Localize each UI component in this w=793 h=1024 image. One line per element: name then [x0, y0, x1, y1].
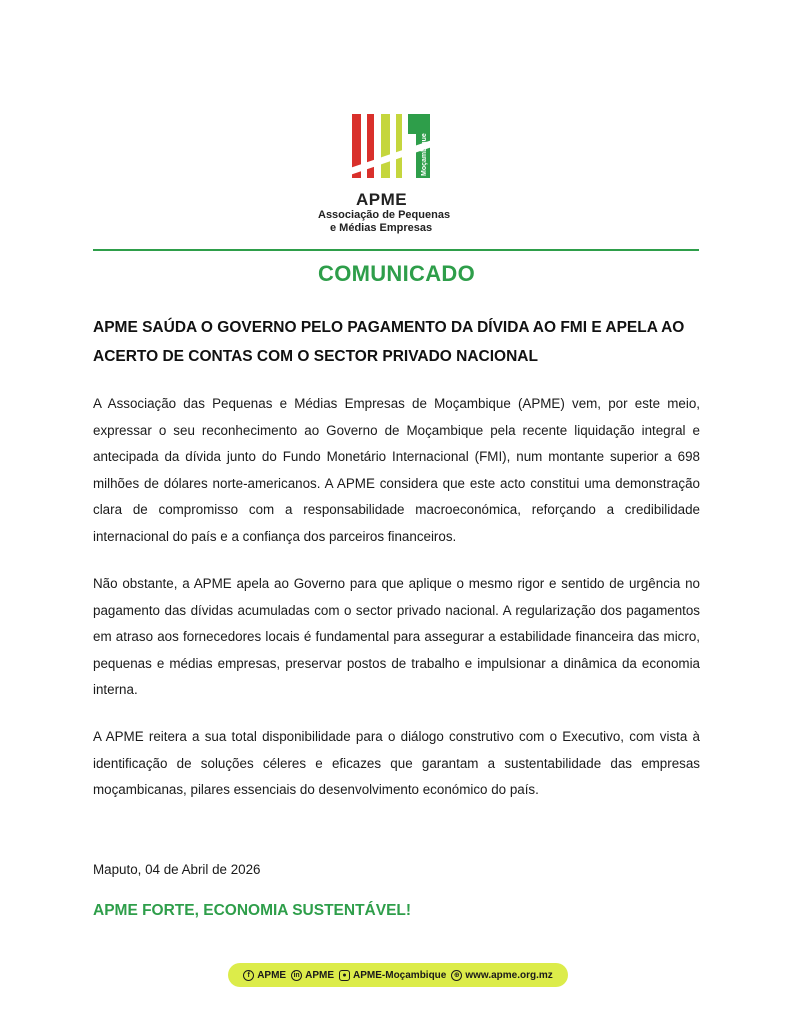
instagram-icon: ●	[339, 970, 350, 981]
footer-linkedin[interactable]	[291, 970, 334, 981]
logo-subtitle-line2: e Médias Empresas	[330, 222, 433, 234]
paragraph-3: A APME reitera a sua total disponibilidade para o diálogo construtivo com o Executivo, com vista à identificação de soluções céleres e eficazes que garantam a sustentabilidade das empresas moçambicanas, pilares essenciais do desenvolvimento económico do país.	[93, 729, 700, 797]
footer-facebook[interactable]	[243, 970, 286, 981]
logo-subtitle-line1: Associação de Pequenas	[318, 209, 451, 221]
apme-logo-mark	[350, 110, 432, 192]
slogan: APME FORTE, ECONOMIA SUSTENTÁVEL!	[93, 902, 412, 919]
social-footer	[228, 963, 568, 987]
header-divider	[93, 249, 699, 251]
logo-subtitle	[318, 209, 488, 235]
logo-country: Moçambique	[421, 133, 428, 176]
footer-website[interactable]	[451, 970, 552, 981]
apme-logo	[300, 110, 490, 238]
document-heading: COMUNICADO	[318, 261, 475, 286]
paragraph-1: A Associação das Pequenas e Médias Empresas de Moçambique (APME) vem, por este meio, expressar o seu reconhecimento ao Governo de Moçambique pela recente liquidação integral e antecipada da dívida junto do Fundo Monetário Internacional (FMI), num montante superior a 698 milhões de dólares norte-americanos. A APME considera que este acto constitui uma demonstração clara de compromisso com a responsabilidade macroeconómica, reforçando a credibilidade internacional do país e a confiança dos parceiros financeiros.	[93, 396, 700, 544]
globe-icon: ⊕	[451, 970, 462, 981]
paragraph-2: Não obstante, a APME apela ao Governo para que aplique o mesmo rigor e sentido de urgência no pagamento das dívidas acumuladas com o sector privado nacional. A regularização dos pagamentos em atraso aos fornecedores locais é fundamental para assegurar a estabilidade financeira das micro, pequenas e médias empresas, preservar postos de trabalho e impulsionar a dinâmica da economia interna.	[93, 576, 700, 697]
linkedin-icon: in	[291, 970, 302, 981]
footer-instagram-label: APME-Moçambique	[353, 969, 447, 981]
footer-website-label: www.apme.org.mz	[465, 969, 553, 981]
logo-name: APME	[356, 190, 408, 209]
date-line: Maputo, 04 de Abril de 2026	[93, 862, 261, 877]
footer-instagram[interactable]	[339, 970, 446, 981]
footer-facebook-label: APME	[257, 969, 287, 981]
footer-linkedin-label: APME	[305, 969, 335, 981]
facebook-icon: f	[243, 970, 254, 981]
document-headline: APME SAÚDA O GOVERNO PELO PAGAMENTO DA DÍVIDA AO FMI E APELA AO ACERTO DE CONTAS COM O SECTOR PRIVADO NACIONAL	[93, 319, 685, 365]
